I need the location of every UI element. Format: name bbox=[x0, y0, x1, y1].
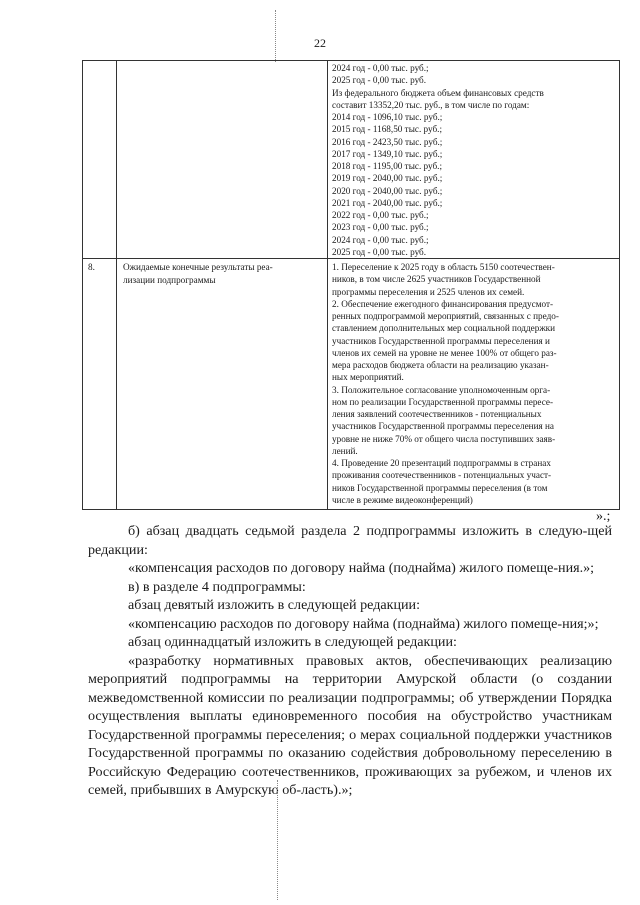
table-text-line: ников Государственной программы переселения (в том bbox=[332, 482, 548, 493]
table-text-line: участников Государственной программы переселения на bbox=[332, 421, 555, 432]
table-text-line: 2015 год - 1168,50 тыс. руб.; bbox=[332, 124, 443, 135]
table-text-line: уровне не ниже 70% от общего числа поступивших заяв- bbox=[332, 433, 556, 444]
table-text-line: ников, в том числе 2625 участников Государственной bbox=[332, 274, 541, 285]
column-divider-1 bbox=[116, 61, 117, 509]
funding-by-year-cell bbox=[332, 62, 544, 258]
expected-results-cell bbox=[332, 261, 559, 506]
table-text-line: 2016 год - 2423,50 тыс. руб.; bbox=[332, 136, 443, 147]
row-divider bbox=[83, 258, 619, 259]
table-text-line: 2. Обеспечение ежегодного финансирования предусмот- bbox=[332, 298, 554, 309]
paragraph: в) в разделе 4 подпрограммы: bbox=[128, 578, 306, 595]
paragraph: «компенсация расходов по договору найма (поднайма) жилого помеще-ния.»; bbox=[128, 560, 595, 576]
table-text-line: ных мероприятий. bbox=[332, 372, 404, 383]
table-text-line: Ожидаемые конечные результаты реа- bbox=[123, 262, 273, 272]
column-divider-2 bbox=[327, 61, 328, 509]
table-text-line: лений. bbox=[332, 445, 358, 456]
scan-fold-mark bbox=[275, 10, 276, 62]
table-text-line: ления заявлений соотечественников - потенциальных bbox=[332, 409, 542, 419]
row-name-cell bbox=[123, 261, 323, 286]
table-text-line: 2021 год - 2040,00 тыс. руб.; bbox=[332, 197, 443, 208]
table-text-line: проживания соотечественников - потенциальных участ- bbox=[332, 470, 552, 481]
paragraph: абзац девятый изложить в следующей редакции: bbox=[128, 597, 421, 613]
table-text-line: членов их семей на уровне не менее 100% от общего раз- bbox=[332, 347, 557, 358]
paragraph: «разработку нормативных правовых актов, обеспечивающих реализацию мероприятий подпрограммы на территории Амурской области (о создании межведомственной комиссии по реализации подпрограммы; об утверждении Порядка осуществления выплаты единовременного пособия на обустройство участникам Государственной программы переселения; о мерах социальной поддержки участников Государственной программы по оказанию содействия добровольному переселению в Российскую Федерацию соотечественников, проживающих за рубежом, и членов их семей, прибывших в Амурскую об-ласть).»; bbox=[88, 652, 612, 798]
table-text-line: участников Государственной программы переселения и bbox=[332, 335, 550, 346]
table-text-line: 2020 год - 2040,00 тыс. руб.; bbox=[332, 185, 443, 196]
table-text-line: 3. Положительное согласование уполномоченным орга- bbox=[332, 384, 551, 395]
table-text-line: 2017 год - 1349,10 тыс. руб.; bbox=[332, 148, 443, 159]
table-text-line: 2022 год - 0,00 тыс. руб.; bbox=[332, 210, 429, 220]
subprogram-passport-table bbox=[82, 60, 620, 510]
table-text-line: мера расходов бюджета области на реализацию указан- bbox=[332, 360, 549, 370]
amendment-text bbox=[88, 522, 612, 800]
table-text-line: 2024 год - 0,00 тыс. руб.; bbox=[332, 63, 429, 73]
table-text-line: 2024 год - 0,00 тыс. руб.; bbox=[332, 234, 429, 245]
table-text-line: составит 13352,20 тыс. руб., в том числе по годам: bbox=[332, 99, 530, 110]
table-text-line: 2018 год - 1195,00 тыс. руб.; bbox=[332, 161, 443, 171]
table-text-line: 2025 год - 0,00 тыс. руб. bbox=[332, 246, 427, 257]
closing-quote: ».; bbox=[596, 509, 611, 524]
paragraph: абзац одиннадцатый изложить в следующей редакции: bbox=[128, 634, 457, 650]
table-text-line: 1. Переселение к 2025 году в область 5150 соотечествен- bbox=[332, 262, 555, 272]
table-text-line: 2019 год - 2040,00 тыс. руб.; bbox=[332, 173, 443, 184]
table-text-line: Из федерального бюджета объем финансовых средств bbox=[332, 87, 544, 98]
table-text-line: ренных подпрограммой мероприятий, связанных с предо- bbox=[332, 311, 559, 321]
paragraph: «компенсацию расходов по договору найма (поднайма) жилого помеще-ния;»; bbox=[128, 615, 599, 632]
table-text-line: программы переселения и 2525 членов их семей. bbox=[332, 286, 525, 297]
table-text-line: лизации подпрограммы bbox=[123, 274, 216, 285]
scan-fold-mark bbox=[277, 780, 278, 900]
table-text-line: 2025 год - 0,00 тыс. руб. bbox=[332, 75, 427, 86]
paragraph: б) абзац двадцать седьмой раздела 2 подпрограммы изложить в следую-щей редакции: bbox=[88, 523, 612, 558]
table-text-line: 2023 год - 0,00 тыс. руб.; bbox=[332, 222, 429, 233]
table-text-line: числе в режиме видеоконференций) bbox=[332, 494, 473, 505]
page-number: 22 bbox=[314, 36, 326, 50]
table-text-line: 4. Проведение 20 презентаций подпрограммы в странах bbox=[332, 458, 551, 468]
table-text-line: ном по реализации Государственной программы пересе- bbox=[332, 396, 554, 407]
table-text-line: 2014 год - 1096,10 тыс. руб.; bbox=[332, 112, 443, 122]
table-text-line: ставлением дополнительных мер социальной поддержки bbox=[332, 323, 556, 334]
row-number: 8. bbox=[88, 262, 95, 272]
